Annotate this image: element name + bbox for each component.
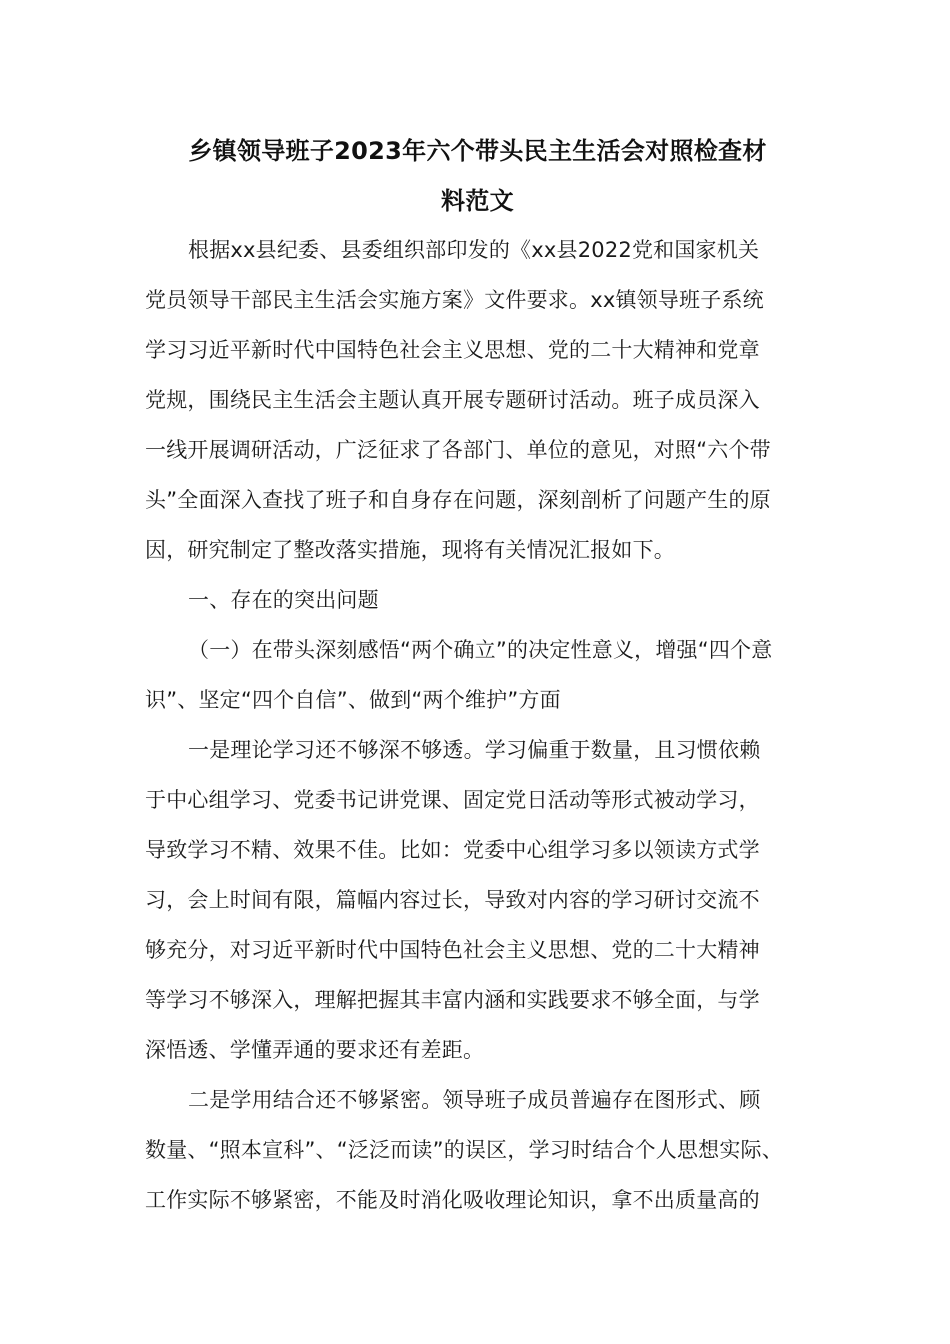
text-line: 够充分，对习近平新时代中国特色社会主义思想、党的二十大精神: [145, 938, 760, 962]
text-line: 学习习近平新时代中国特色社会主义思想、党的二十大精神和党章: [145, 338, 760, 362]
text-line: 头”全面深入查找了班子和自身存在问题，深刻剖析了问题产生的原: [145, 488, 771, 512]
body-paragraph: [145, 1075, 810, 1225]
document-title: [145, 126, 810, 226]
text-line: 识”、坚定“四个自信”、做到“两个维护”方面: [145, 688, 561, 712]
text-line: 一、存在的突出问题: [188, 588, 379, 612]
text-line: 深悟透、学懂弄通的要求还有差距。: [145, 1038, 485, 1062]
title-line: 乡镇领导班子2023年六个带头民主生活会对照检查材: [188, 137, 767, 165]
text-line: 导致学习不精、效果不佳。比如：党委中心组学习多以领读方式学: [145, 838, 760, 862]
text-line: 工作实际不够紧密，不能及时消化吸收理论知识，拿不出质量高的: [145, 1188, 760, 1212]
text-line: 习，会上时间有限，篇幅内容过长，导致对内容的学习研讨交流不: [145, 888, 760, 912]
section-heading: [145, 575, 810, 625]
text-line: 一是理论学习还不够深不够透。学习偏重于数量，且习惯依赖: [188, 738, 761, 762]
text-line: 因，研究制定了整改落实措施，现将有关情况汇报如下。: [145, 538, 675, 562]
text-line: 等学习不够深入，理解把握其丰富内涵和实践要求不够全面，与学: [145, 988, 760, 1012]
text-line: 党规，围绕民主生活会主题认真开展专题研讨活动。班子成员深入: [145, 388, 760, 412]
body-paragraph: [145, 725, 810, 1075]
text-line: 根据xx县纪委、县委组织部印发的《xx县2022党和国家机关: [188, 238, 760, 262]
text-line: 二是学用结合还不够紧密。领导班子成员普遍存在图形式、顾: [188, 1088, 761, 1112]
text-line: 于中心组学习、党委书记讲党课、固定党日活动等形式被动学习，: [145, 788, 760, 812]
text-line: （一）在带头深刻感悟“两个确立”的决定性意义，增强“四个意: [188, 638, 773, 662]
document-body: [145, 225, 810, 1225]
subsection-heading: [145, 625, 810, 725]
intro-paragraph: [145, 225, 810, 575]
text-line: 数量、“照本宣科”、“泛泛而读”的误区，学习时结合个人思想实际、: [145, 1138, 783, 1162]
text-line: 党员领导干部民主生活会实施方案》文件要求。xx镇领导班子系统: [145, 288, 764, 312]
title-line: 料范文: [441, 187, 514, 215]
text-line: 一线开展调研活动，广泛征求了各部门、单位的意见，对照“六个带: [145, 438, 771, 462]
